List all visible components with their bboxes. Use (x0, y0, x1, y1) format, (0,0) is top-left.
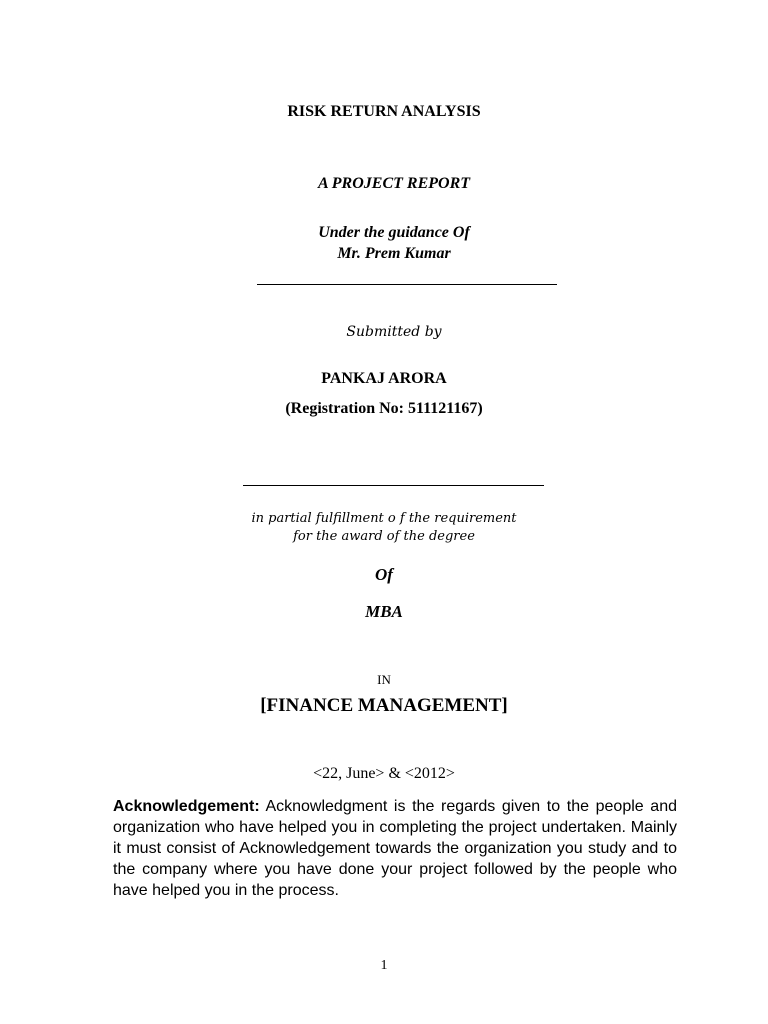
fulfillment-line: in partial fulfillment o f the requirement (251, 511, 517, 526)
submission-date: <22, June> & <2012> (313, 765, 455, 782)
specialization: [FINANCE MANAGEMENT] (260, 695, 508, 716)
guidance-line: Under the guidance Of (318, 224, 470, 241)
registration-number: (Registration No: 511121167) (285, 400, 483, 417)
acknowledgement-heading: Acknowledgement: (113, 798, 260, 815)
divider-line (243, 485, 544, 486)
guidance-block (0, 222, 768, 264)
submitted-by-label: Submitted by (346, 324, 442, 340)
of-label: Of (375, 565, 393, 584)
page-number: 1 (380, 958, 388, 973)
in-label: IN (377, 672, 391, 687)
acknowledgement-paragraph (113, 796, 677, 901)
divider-line (257, 284, 557, 285)
student-name: PANKAJ ARORA (321, 370, 447, 387)
acknowledgement-text: Acknowledgment is the regards given to the people and organization who have helped you in completing the project undertaken. Mainly it must consist of Acknowledgement towards the organization you study and to the company where you have done your project followed by the people who have helped you in the process. (113, 798, 677, 899)
fulfillment-statement (0, 510, 768, 546)
degree-name: MBA (365, 602, 403, 621)
report-title: RISK RETURN ANALYSIS (287, 103, 481, 120)
report-subtitle: A PROJECT REPORT (317, 175, 471, 192)
fulfillment-line: for the award of the degree (293, 529, 475, 544)
guide-name: Mr. Prem Kumar (337, 245, 451, 262)
